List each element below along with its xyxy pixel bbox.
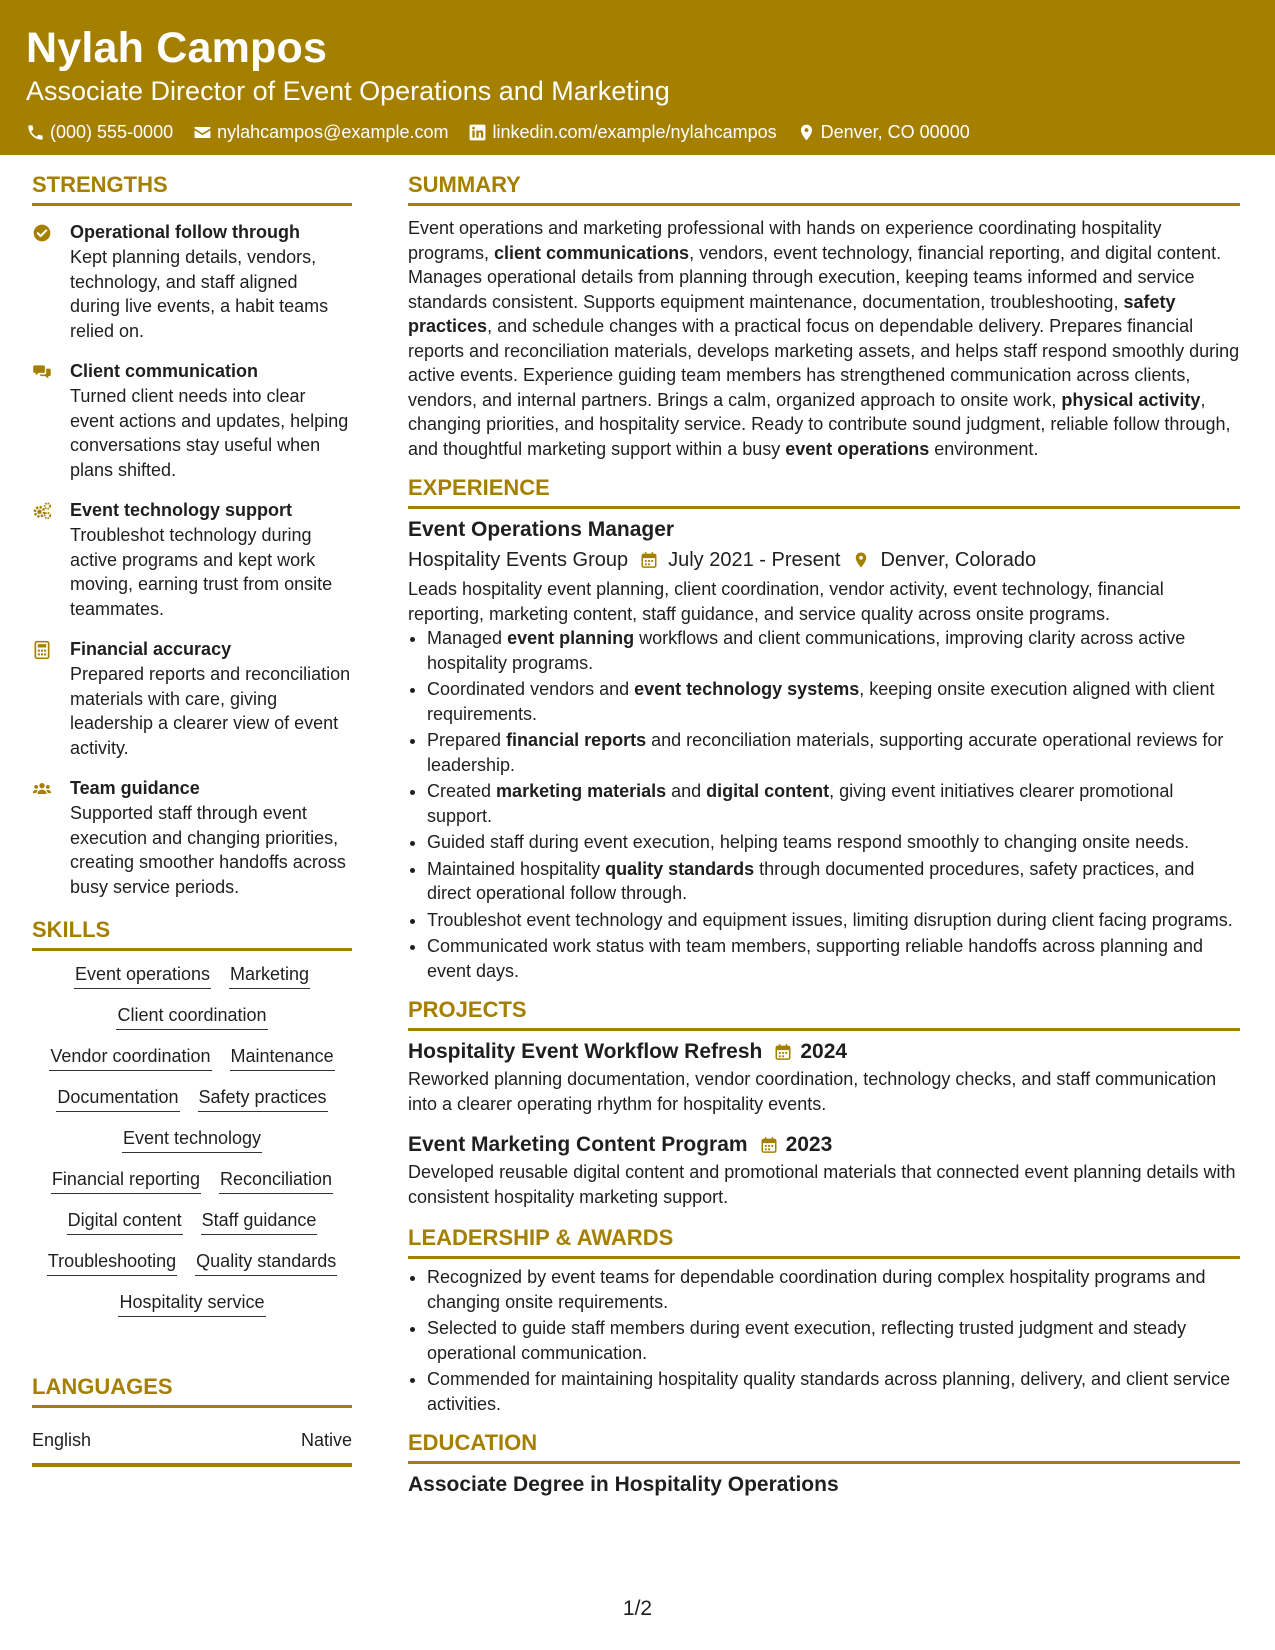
- job-meta: [408, 545, 1240, 575]
- language-name: English: [32, 1430, 92, 1450]
- company-name: Hospitality Events Group: [408, 549, 629, 571]
- project-name: Hospitality Event Workflow Refresh: [408, 1040, 763, 1063]
- phone-text: (000) 555-0000: [50, 122, 174, 142]
- skills-heading: SKILLS: [32, 915, 352, 951]
- strength-desc: Kept planning details, vendors, technology, and staff aligned during live events, a habit teams relied on.: [70, 247, 329, 341]
- gears-icon: [32, 501, 52, 521]
- strength-item: [32, 637, 352, 760]
- project-year: 2024: [800, 1040, 848, 1063]
- skills-section: [32, 915, 352, 1330]
- skill-tag: Financial reporting: [51, 1166, 201, 1194]
- summary-keyword: physical activity: [1061, 389, 1201, 410]
- strength-title: Financial accuracy: [70, 639, 232, 659]
- job-dates: July 2021 - Present: [668, 549, 841, 571]
- strength-item: [32, 776, 352, 899]
- envelope-icon: [193, 123, 212, 142]
- list-item: • Created marketing materials and digital content, giving event initiatives clearer promotional support.: [427, 779, 1240, 828]
- strength-desc: Turned client needs into clear event actions and updates, helping conversations stay useful when plans shifted.: [70, 386, 349, 480]
- project-description: Developed reusable digital content and promotional materials that connected event planning details with consistent hospitality marketing support.: [408, 1162, 1236, 1207]
- job-bullets: [408, 626, 1240, 983]
- linkedin-text[interactable]: linkedin.com/example/nylahcampos: [492, 122, 777, 142]
- leadership-section: [408, 1223, 1240, 1416]
- summary-part: , vendors, event technology, financial reporting, and digital content. Manages operational details from planning through execution, keeping teams informed and service standards consistent. Supports equipment maintenance, documentation, troubleshooting,: [408, 242, 1222, 312]
- project-description: Reworked planning documentation, vendor coordination, technology checks, and staff communication into a clearer operating rhythm for hospitality events.: [408, 1069, 1217, 1114]
- projects-section: [408, 995, 1240, 1209]
- strength-item: [32, 498, 352, 621]
- summary-part: , changing priorities, and hospitality service. Ready to contribute sound judgment, reliable follow through, and thoughtful marketing support within a busy: [408, 389, 1231, 459]
- contact-linkedin[interactable]: [468, 121, 776, 143]
- summary-text: [408, 216, 1240, 461]
- list-item: • Troubleshot event technology and equipment issues, limiting disruption during client facing programs.: [427, 908, 1240, 933]
- skill-tag: Digital content: [67, 1207, 183, 1235]
- skill-tag: Safety practices: [198, 1084, 328, 1112]
- summary-heading: SUMMARY: [408, 170, 1240, 206]
- comments-icon: [32, 362, 52, 382]
- list-item: • Selected to guide staff members during event execution, reflecting trusted judgment and steady operational communication.: [427, 1316, 1240, 1365]
- strength-item: [32, 220, 352, 343]
- job-title: Event Operations Manager: [408, 518, 675, 541]
- strength-title: Operational follow through: [70, 222, 300, 242]
- phone-icon: [26, 123, 45, 142]
- strengths-list: [32, 220, 352, 899]
- list-item: • Recognized by event teams for dependable coordination during complex hospitality programs and changing onsite requirements.: [427, 1265, 1240, 1314]
- degree-title: Associate Degree in Hospitality Operations: [408, 1473, 839, 1496]
- list-item: • Communicated work status with team members, supporting reliable handoffs across planning and event days.: [427, 934, 1240, 983]
- skill-tag: Quality standards: [195, 1248, 337, 1276]
- skill-tag: Maintenance: [230, 1043, 335, 1071]
- project-year: 2023: [785, 1133, 833, 1156]
- calculator-icon: [32, 640, 52, 660]
- leadership-heading: LEADERSHIP & AWARDS: [408, 1223, 1240, 1259]
- contact-bar: [26, 121, 1249, 143]
- skill-tag: Documentation: [56, 1084, 179, 1112]
- summary-keyword: safety practices: [408, 291, 1176, 336]
- calendar-icon: [760, 1136, 778, 1154]
- contact-phone: [26, 121, 173, 143]
- users-icon: [32, 779, 52, 799]
- strengths-heading: STRENGTHS: [32, 170, 352, 206]
- calendar-icon: [640, 551, 658, 569]
- summary-part: , and schedule changes with a practical focus on dependable delivery. Prepares financial reports and reconciliation materials, develops marketing assets, and helps staff respond smoothly during active events. Experience guiding team members has strengthened communication across clients, vendors, and internal partners. Brings a calm, organized approach to onsite work,: [408, 316, 1240, 410]
- strength-title: Event technology support: [70, 500, 293, 520]
- left-column: [32, 170, 352, 1467]
- summary-part: environment.: [929, 438, 1039, 459]
- list-item: • Prepared financial reports and reconciliation materials, supporting accurate operational reviews for leadership.: [427, 728, 1240, 777]
- project-title: [408, 1130, 1240, 1160]
- languages-section: [32, 1372, 352, 1467]
- summary-keyword: event operations: [785, 438, 930, 459]
- leadership-list: [408, 1265, 1240, 1416]
- skill-tag: Event technology: [122, 1125, 262, 1153]
- candidate-headline: Associate Director of Event Operations and Marketing: [26, 76, 670, 106]
- strength-title: Team guidance: [70, 778, 200, 798]
- language-row: [32, 1427, 352, 1467]
- languages-heading: LANGUAGES: [32, 1372, 352, 1408]
- calendar-icon: [774, 1043, 792, 1061]
- projects-heading: PROJECTS: [408, 995, 1240, 1031]
- strength-desc: Supported staff through event execution and changing priorities, creating smoother handoffs across busy service periods.: [70, 803, 346, 897]
- candidate-name: Nylah Campos: [26, 24, 328, 72]
- summary-keyword: client communications: [494, 242, 690, 263]
- skill-tag: Event operations: [74, 961, 211, 989]
- job-description: Leads hospitality event planning, client coordination, vendor activity, event technology, financial reporting, marketing content, staff guidance, and service quality across onsite programs.: [408, 579, 1164, 624]
- contact-email[interactable]: [193, 121, 448, 143]
- skill-tag: Reconciliation: [219, 1166, 333, 1194]
- project-title: [408, 1037, 1240, 1067]
- right-column: [408, 170, 1240, 1500]
- location-text: Denver, CO 00000: [820, 122, 970, 142]
- skill-tag: Vendor coordination: [49, 1043, 211, 1071]
- list-item: • Managed event planning workflows and client communications, improving clarity across active hospitality programs.: [427, 626, 1240, 675]
- list-item: • Commended for maintaining hospitality quality standards across planning, delivery, and client service activities.: [427, 1367, 1240, 1416]
- resume-header: [0, 0, 1275, 155]
- contact-location: [797, 121, 970, 143]
- check-circle-icon: [32, 223, 52, 243]
- strength-item: [32, 359, 352, 482]
- strength-title: Client communication: [70, 361, 259, 381]
- skill-tag: Staff guidance: [201, 1207, 318, 1235]
- language-level: Native: [300, 1430, 352, 1450]
- skills-list: [32, 961, 352, 1330]
- map-pin-icon: [797, 123, 816, 142]
- education-heading: EDUCATION: [408, 1428, 1240, 1464]
- education-section: [408, 1428, 1240, 1500]
- email-text[interactable]: nylahcampos@example.com: [217, 122, 449, 142]
- list-item: • Coordinated vendors and event technology systems, keeping onsite execution aligned with client requirements.: [427, 677, 1240, 726]
- project-name: Event Marketing Content Program: [408, 1133, 748, 1156]
- linkedin-icon: [468, 123, 487, 142]
- list-item: • Guided staff during event execution, helping teams respond smoothly to changing onsite needs.: [427, 830, 1240, 855]
- skill-tag: Hospitality service: [118, 1289, 265, 1317]
- strength-desc: Troubleshot technology during active programs and kept work moving, earning trust from onsite teammates.: [70, 525, 333, 619]
- skill-tag: Marketing: [229, 961, 310, 989]
- job-location: Denver, Colorado: [880, 549, 1037, 571]
- skill-tag: Client coordination: [116, 1002, 267, 1030]
- skill-tag: Troubleshooting: [47, 1248, 177, 1276]
- experience-section: [408, 473, 1240, 983]
- map-pin-icon: [852, 551, 870, 569]
- summary-part: Event operations and marketing professional with hands on experience coordinating hospitality programs,: [408, 218, 1162, 263]
- page-number: 1/2: [622, 1597, 653, 1620]
- strength-desc: Prepared reports and reconciliation materials with care, giving leadership a clearer view of event activity.: [70, 664, 351, 758]
- list-item: • Maintained hospitality quality standards through documented procedures, safety practices, and direct operational follow through.: [427, 857, 1240, 906]
- experience-heading: EXPERIENCE: [408, 473, 1240, 509]
